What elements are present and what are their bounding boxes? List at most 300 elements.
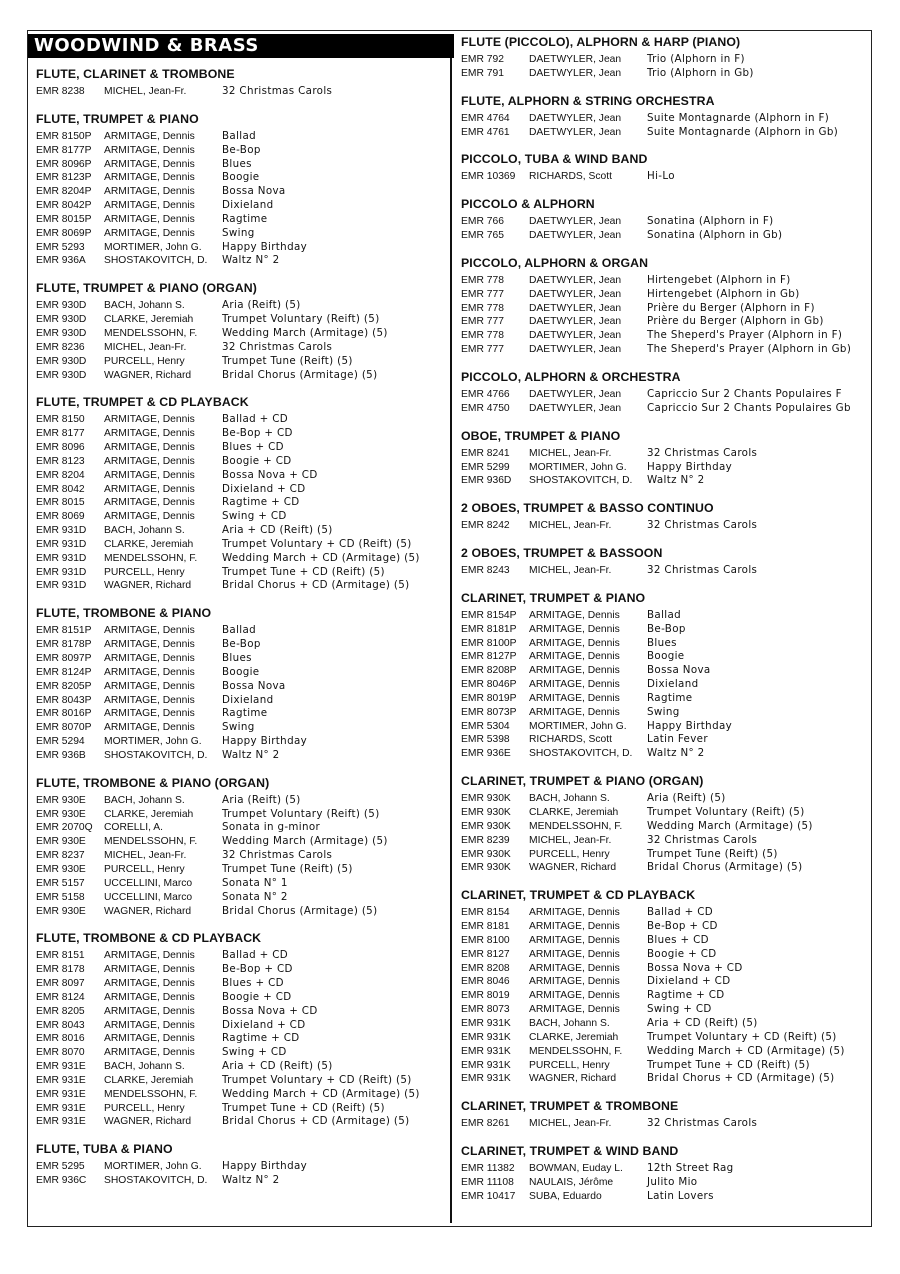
catalog-entry <box>461 962 866 976</box>
catalog-entry <box>36 652 446 666</box>
work-title: Bossa Nova + CD <box>222 468 318 481</box>
composer: DAETWYLER, Jean <box>529 216 622 228</box>
catalog-section <box>461 369 866 416</box>
work-title: Trumpet Voluntary + CD (Reift) (5) <box>647 1030 837 1043</box>
catalog-entry <box>461 288 866 302</box>
composer: ARMITAGE, Dennis <box>529 665 620 677</box>
composer: WAGNER, Richard <box>104 905 192 917</box>
work-title: Swing + CD <box>222 1046 287 1059</box>
catalog-section <box>36 930 446 1129</box>
catalog-entry <box>36 1046 446 1060</box>
composer: MORTIMER, John G. <box>529 720 627 732</box>
catalog-number: EMR 936B <box>36 749 86 761</box>
catalog-number: EMR 8073 <box>461 1004 510 1016</box>
composer: ARMITAGE, Dennis <box>104 680 195 692</box>
work-title: Be-Bop + CD <box>222 427 293 440</box>
catalog-number: EMR 930E <box>36 905 86 917</box>
composer: DAETWYLER, Jean <box>529 302 622 314</box>
composer: ARMITAGE, Dennis <box>104 722 195 734</box>
work-title: Prière du Berger (Alphorn in F) <box>647 301 815 314</box>
catalog-number: EMR 8150P <box>36 130 92 142</box>
section-banner: WOODWIND & BRASS <box>28 34 454 58</box>
composer: ARMITAGE, Dennis <box>104 991 195 1003</box>
work-title: Hi-Lo <box>647 170 675 183</box>
work-title: Happy Birthday <box>222 1160 308 1173</box>
catalog-entry <box>36 299 446 313</box>
work-title: Ballad <box>222 129 257 142</box>
catalog-number: EMR 8124 <box>36 991 85 1003</box>
catalog-entry <box>36 552 446 566</box>
work-title: Sonata N° 1 <box>222 876 288 889</box>
catalog-number: EMR 8015P <box>36 213 92 225</box>
composer: ARMITAGE, Dennis <box>529 990 620 1002</box>
composer: SHOSTAKOVITCH, D. <box>104 1175 208 1187</box>
composer: UCCELLINI, Marco <box>104 891 193 903</box>
catalog-entry <box>36 413 446 427</box>
work-title: Blues + CD <box>222 977 284 990</box>
work-title: Wedding March (Armitage) (5) <box>647 819 813 832</box>
catalog-number: EMR 930K <box>461 820 511 832</box>
catalog-number: EMR 936E <box>461 748 511 760</box>
work-title: Boogie <box>222 665 260 678</box>
composer: DAETWYLER, Jean <box>529 316 622 328</box>
composer: ARMITAGE, Dennis <box>529 962 620 974</box>
catalog-number: EMR 5158 <box>36 891 85 903</box>
catalog-number: EMR 4750 <box>461 402 510 414</box>
catalog-entry <box>36 666 446 680</box>
catalog-entry <box>36 905 446 919</box>
catalog-entry <box>461 1003 866 1017</box>
catalog-number: EMR 8204 <box>36 469 85 481</box>
catalog-entry <box>36 455 446 469</box>
composer: ARMITAGE, Dennis <box>104 625 195 637</box>
catalog-section <box>461 151 866 184</box>
composer: MORTIMER, John G. <box>104 241 202 253</box>
composer: ARMITAGE, Dennis <box>529 948 620 960</box>
catalog-section <box>461 196 866 243</box>
catalog-number: EMR 930E <box>36 794 86 806</box>
catalog-entry <box>461 934 866 948</box>
catalog-entry <box>36 313 446 327</box>
composer: BACH, Johann S. <box>104 1061 185 1073</box>
section-heading: FLUTE, TRUMPET & PIANO <box>36 111 199 126</box>
catalog-entry <box>461 461 866 475</box>
catalog-number: EMR 8204P <box>36 186 92 198</box>
catalog-number: EMR 931E <box>36 1102 86 1114</box>
catalog-entry <box>461 720 866 734</box>
work-title: Dixieland + CD <box>647 975 731 988</box>
catalog-section <box>461 1143 866 1204</box>
catalog-entry <box>36 821 446 835</box>
work-title: Hirtengebet (Alphorn in Gb) <box>647 287 800 300</box>
section-heading: PICCOLO, TUBA & WIND BAND <box>461 152 648 167</box>
composer: ARMITAGE, Dennis <box>104 653 195 664</box>
catalog-number: EMR 8015 <box>36 497 85 509</box>
work-title: Suite Montagnarde (Alphorn in F) <box>647 111 830 124</box>
catalog-entry <box>36 1174 446 1188</box>
catalog-number: EMR 5299 <box>461 461 510 473</box>
composer: ARMITAGE, Dennis <box>529 651 620 663</box>
composer: DAETWYLER, Jean <box>529 67 622 79</box>
catalog-number: EMR 930K <box>461 848 511 860</box>
right-column <box>461 34 866 1216</box>
composer: PURCELL, Henry <box>104 566 185 578</box>
work-title: The Sheperd's Prayer (Alphorn in F) <box>647 329 843 342</box>
section-heading: FLUTE, TUBA & PIANO <box>36 1142 173 1157</box>
catalog-number: EMR 8042P <box>36 200 92 212</box>
catalog-number: EMR 8242 <box>461 520 510 532</box>
catalog-number: EMR 8154 <box>461 907 510 919</box>
catalog-number: EMR 931K <box>461 1059 511 1071</box>
composer: ARMITAGE, Dennis <box>104 1047 195 1059</box>
composer: MICHEL, Jean-Fr. <box>104 86 187 97</box>
work-title: Swing + CD <box>222 510 287 523</box>
catalog-number: EMR 930D <box>36 327 87 339</box>
catalog-number: EMR 11108 <box>461 1176 514 1188</box>
composer: ARMITAGE, Dennis <box>104 455 195 467</box>
composer: WAGNER, Richard <box>104 369 192 381</box>
section-heading: FLUTE, TROMBONE & PIANO <box>36 606 212 621</box>
catalog-number: EMR 5304 <box>461 720 510 732</box>
catalog-number: EMR 8208P <box>461 665 517 677</box>
catalog-section <box>36 605 446 762</box>
catalog-entry <box>36 721 446 735</box>
catalog-number: EMR 791 <box>461 67 504 79</box>
composer: MICHEL, Jean-Fr. <box>529 565 612 577</box>
catalog-entry <box>36 808 446 822</box>
catalog-entry <box>36 835 446 849</box>
catalog-number: EMR 8208 <box>461 962 510 974</box>
work-title: Latin Lovers <box>647 1189 714 1202</box>
composer: ARMITAGE, Dennis <box>104 1019 195 1031</box>
catalog-number: EMR 930E <box>36 836 86 848</box>
catalog-number: EMR 777 <box>461 288 504 300</box>
composer: BACH, Johann S. <box>104 525 185 537</box>
catalog-entry <box>36 877 446 891</box>
catalog-number: EMR 8239 <box>461 834 510 846</box>
catalog-number: EMR 5157 <box>36 877 85 889</box>
catalog-entry <box>36 469 446 483</box>
catalog-number: EMR 8238 <box>36 86 85 97</box>
catalog-entry <box>36 707 446 721</box>
catalog-entry <box>36 130 446 144</box>
composer: PURCELL, Henry <box>529 1059 610 1071</box>
composer: CLARKE, Jeremiah <box>104 538 194 550</box>
catalog-number: EMR 8043P <box>36 694 92 706</box>
catalog-number: EMR 8070P <box>36 722 92 734</box>
catalog-entry <box>461 1176 866 1190</box>
work-title: Boogie + CD <box>222 990 292 1003</box>
catalog-number: EMR 8043 <box>36 1019 85 1031</box>
composer: ARMITAGE, Dennis <box>104 414 195 426</box>
catalog-entry <box>461 861 866 875</box>
catalog-entry <box>36 963 446 977</box>
catalog-entry <box>36 524 446 538</box>
catalog-entry <box>36 849 446 863</box>
composer: CLARKE, Jeremiah <box>104 808 194 820</box>
catalog-number: EMR 8069 <box>36 511 85 523</box>
composer: ARMITAGE, Dennis <box>104 442 195 454</box>
catalog-number: EMR 930E <box>36 863 86 875</box>
composer: ARMITAGE, Dennis <box>529 679 620 691</box>
work-title: Sonata N° 2 <box>222 890 288 903</box>
work-title: Trumpet Tune + CD (Reift) (5) <box>647 1058 810 1071</box>
catalog-number: EMR 8046P <box>461 679 517 691</box>
catalog-entry <box>461 664 866 678</box>
catalog-entry <box>461 215 866 229</box>
composer: ARMITAGE, Dennis <box>529 907 620 919</box>
composer: ARMITAGE, Dennis <box>104 666 195 678</box>
section-heading: CLARINET, TRUMPET & TROMBONE <box>461 1099 679 1114</box>
catalog-section <box>36 280 446 382</box>
catalog-entry <box>461 747 866 761</box>
work-title: Bridal Chorus (Armitage) (5) <box>222 904 378 917</box>
catalog-number: EMR 930K <box>461 793 511 805</box>
work-title: Blues + CD <box>222 441 284 454</box>
work-title: Wedding March + CD (Armitage) (5) <box>222 551 420 564</box>
catalog-entry <box>36 327 446 341</box>
composer: MENDELSSOHN, F. <box>104 1088 198 1100</box>
composer: DAETWYLER, Jean <box>529 274 622 286</box>
catalog-entry <box>36 254 446 268</box>
work-title: Be-Bop <box>647 622 686 635</box>
catalog-number: EMR 8097P <box>36 653 92 664</box>
work-title: Aria (Reift) (5) <box>647 792 726 805</box>
composer: CLARKE, Jeremiah <box>529 1031 619 1043</box>
work-title: Sonatina (Alphorn in F) <box>647 215 774 228</box>
work-title: Swing <box>222 226 255 239</box>
section-heading: 2 OBOES, TRUMPET & BASSO CONTINUO <box>461 501 714 516</box>
catalog-number: EMR 8154P <box>461 609 517 621</box>
work-title: Ragtime + CD <box>647 989 725 1002</box>
work-title: Waltz N° 2 <box>222 254 280 267</box>
catalog-section <box>461 545 866 578</box>
catalog-entry <box>461 792 866 806</box>
catalog-section <box>36 1141 446 1188</box>
catalog-entry <box>36 227 446 241</box>
catalog-number: EMR 8096 <box>36 442 85 454</box>
work-title: 32 Christmas Carols <box>222 340 333 353</box>
work-title: Bossa Nova <box>222 679 286 692</box>
catalog-number: EMR 931K <box>461 1045 511 1057</box>
catalog-entry <box>461 989 866 1003</box>
composer: ARMITAGE, Dennis <box>529 692 620 704</box>
composer: ARMITAGE, Dennis <box>104 694 195 706</box>
catalog-section <box>461 590 866 761</box>
work-title: Ballad + CD <box>222 413 289 426</box>
catalog-entry <box>36 579 446 593</box>
catalog-entry <box>36 427 446 441</box>
catalog-number: EMR 8205P <box>36 680 92 692</box>
catalog-entry <box>36 1019 446 1033</box>
catalog-entry <box>36 85 446 99</box>
composer: ARMITAGE, Dennis <box>529 1004 620 1016</box>
catalog-number: EMR 8100 <box>461 934 510 946</box>
catalog-number: EMR 931D <box>36 552 87 564</box>
catalog-entry <box>36 1160 446 1174</box>
catalog-number: EMR 936D <box>461 475 512 487</box>
work-title: Latin Fever <box>647 733 708 746</box>
composer: ARMITAGE, Dennis <box>104 497 195 509</box>
section-heading: CLARINET, TRUMPET & WIND BAND <box>461 1144 679 1159</box>
catalog-number: EMR 930D <box>36 314 87 326</box>
work-title: Happy Birthday <box>222 240 308 253</box>
catalog-section <box>36 66 446 99</box>
work-title: Dixieland + CD <box>222 482 306 495</box>
catalog-entry <box>461 706 866 720</box>
catalog-entry <box>36 171 446 185</box>
work-title: Swing + CD <box>647 1003 712 1016</box>
composer: ARMITAGE, Dennis <box>529 934 620 946</box>
composer: MORTIMER, John G. <box>104 736 202 748</box>
catalog-number: EMR 931K <box>461 1017 511 1029</box>
catalog-entry <box>461 650 866 664</box>
work-title: Dixieland + CD <box>222 1018 306 1031</box>
work-title: Blues + CD <box>647 933 709 946</box>
work-title: Trumpet Voluntary (Reift) (5) <box>222 807 380 820</box>
section-heading: CLARINET, TRUMPET & PIANO <box>461 590 646 605</box>
work-title: Happy Birthday <box>222 735 308 748</box>
work-title: Prière du Berger (Alphorn in Gb) <box>647 315 824 328</box>
catalog-entry <box>36 638 446 652</box>
composer: MORTIMER, John G. <box>104 1161 202 1173</box>
section-heading: OBOE, TRUMPET & PIANO <box>461 428 621 443</box>
catalog-number: EMR 8178 <box>36 964 85 976</box>
composer: SUBA, Eduardo <box>529 1190 602 1202</box>
work-title: 32 Christmas Carols <box>647 519 758 532</box>
catalog-entry <box>461 315 866 329</box>
catalog-entry <box>461 975 866 989</box>
composer: BOWMAN, Euday L. <box>529 1163 623 1175</box>
catalog-number: EMR 10369 <box>461 171 516 183</box>
catalog-number: EMR 778 <box>461 302 504 314</box>
catalog-entry <box>461 1017 866 1031</box>
composer: BACH, Johann S. <box>529 793 610 805</box>
catalog-entry <box>461 53 866 67</box>
catalog-section <box>461 34 866 81</box>
catalog-number: EMR 8150 <box>36 414 85 426</box>
catalog-entry <box>461 834 866 848</box>
composer: SHOSTAKOVITCH, D. <box>104 255 208 267</box>
work-title: Ragtime <box>222 212 268 225</box>
composer: MORTIMER, John G. <box>529 461 627 473</box>
catalog-section <box>461 93 866 140</box>
composer: DAETWYLER, Jean <box>529 126 622 138</box>
composer: BACH, Johann S. <box>104 794 185 806</box>
catalog-number: EMR 8181 <box>461 921 510 933</box>
composer: PURCELL, Henry <box>529 848 610 860</box>
catalog-entry <box>36 680 446 694</box>
catalog-entry <box>36 185 446 199</box>
work-title: Capriccio Sur 2 Chants Populaires F <box>647 387 842 400</box>
catalog-entry <box>36 144 446 158</box>
catalog-number: EMR 766 <box>461 216 504 228</box>
catalog-section <box>36 111 446 268</box>
composer: ARMITAGE, Dennis <box>104 639 195 651</box>
catalog-entry <box>36 510 446 524</box>
catalog-entry <box>36 949 446 963</box>
work-title: Boogie + CD <box>647 947 717 960</box>
work-title: Blues <box>222 652 252 664</box>
composer: ARMITAGE, Dennis <box>104 1033 195 1045</box>
composer: ARMITAGE, Dennis <box>529 706 620 718</box>
work-title: 32 Christmas Carols <box>222 849 333 862</box>
catalog-number: EMR 5294 <box>36 736 85 748</box>
composer: CLARKE, Jeremiah <box>529 807 619 818</box>
catalog-entry <box>36 538 446 552</box>
catalog-number: EMR 931D <box>36 580 87 592</box>
catalog-number: EMR 931D <box>36 525 87 537</box>
work-title: Trumpet Voluntary (Reift) (5) <box>647 806 805 818</box>
catalog-number: EMR 8123 <box>36 455 85 467</box>
work-title: Happy Birthday <box>647 719 733 732</box>
catalog-number: EMR 8127 <box>461 948 510 960</box>
catalog-number: EMR 8261 <box>461 1118 510 1130</box>
composer: ARMITAGE, Dennis <box>104 1005 195 1017</box>
composer: CLARKE, Jeremiah <box>104 1074 194 1086</box>
work-title: Blues <box>222 157 252 170</box>
catalog-entry <box>461 1045 866 1059</box>
composer: DAETWYLER, Jean <box>529 330 622 342</box>
work-title: Trumpet Voluntary (Reift) (5) <box>222 313 380 326</box>
catalog-entry <box>36 441 446 455</box>
section-heading: FLUTE, TROMBONE & CD PLAYBACK <box>36 931 262 946</box>
section-heading: PICCOLO & ALPHORN <box>461 197 595 212</box>
catalog-entry <box>461 447 866 461</box>
work-title: Ballad + CD <box>647 906 714 919</box>
composer: ARMITAGE, Dennis <box>104 708 195 720</box>
catalog-number: EMR 8237 <box>36 850 85 862</box>
work-title: Bossa Nova <box>647 664 711 677</box>
section-heading: FLUTE, ALPHORN & STRING ORCHESTRA <box>461 93 715 108</box>
catalog-entry <box>36 891 446 905</box>
work-title: Sonatina (Alphorn in Gb) <box>647 229 783 242</box>
catalog-entry <box>461 906 866 920</box>
composer: DAETWYLER, Jean <box>529 288 622 300</box>
work-title: Blues <box>647 636 677 649</box>
catalog-number: EMR 8019 <box>461 990 510 1002</box>
work-title: Swing <box>222 721 255 734</box>
composer: ARMITAGE, Dennis <box>529 637 620 649</box>
catalog-number: EMR 777 <box>461 316 504 328</box>
work-title: Ballad <box>647 608 682 621</box>
composer: ARMITAGE, Dennis <box>104 511 195 523</box>
catalog-number: EMR 931E <box>36 1116 86 1128</box>
work-title: Boogie <box>222 171 260 184</box>
catalog-entry <box>36 1074 446 1088</box>
work-title: Be-Bop <box>222 143 261 156</box>
composer: DAETWYLER, Jean <box>529 230 622 242</box>
composer: ARMITAGE, Dennis <box>104 158 195 170</box>
catalog-number: EMR 931K <box>461 1031 511 1043</box>
composer: ARMITAGE, Dennis <box>104 469 195 481</box>
catalog-entry <box>461 402 866 416</box>
catalog-number: EMR 777 <box>461 344 504 356</box>
catalog-entry <box>461 112 866 126</box>
composer: NAULAIS, Jérôme <box>529 1176 614 1188</box>
composer: MENDELSSOHN, F. <box>104 327 198 339</box>
catalog-number: EMR 930D <box>36 355 87 367</box>
catalog-entry <box>461 126 866 140</box>
catalog-number: EMR 2070Q <box>36 822 93 834</box>
catalog-entry <box>36 566 446 580</box>
composer: RICHARDS, Scott <box>529 734 612 746</box>
catalog-entry <box>461 329 866 343</box>
work-title: 32 Christmas Carols <box>647 564 758 577</box>
catalog-entry <box>461 474 866 488</box>
work-title: 32 Christmas Carols <box>647 446 758 459</box>
work-title: Ragtime <box>647 691 693 704</box>
